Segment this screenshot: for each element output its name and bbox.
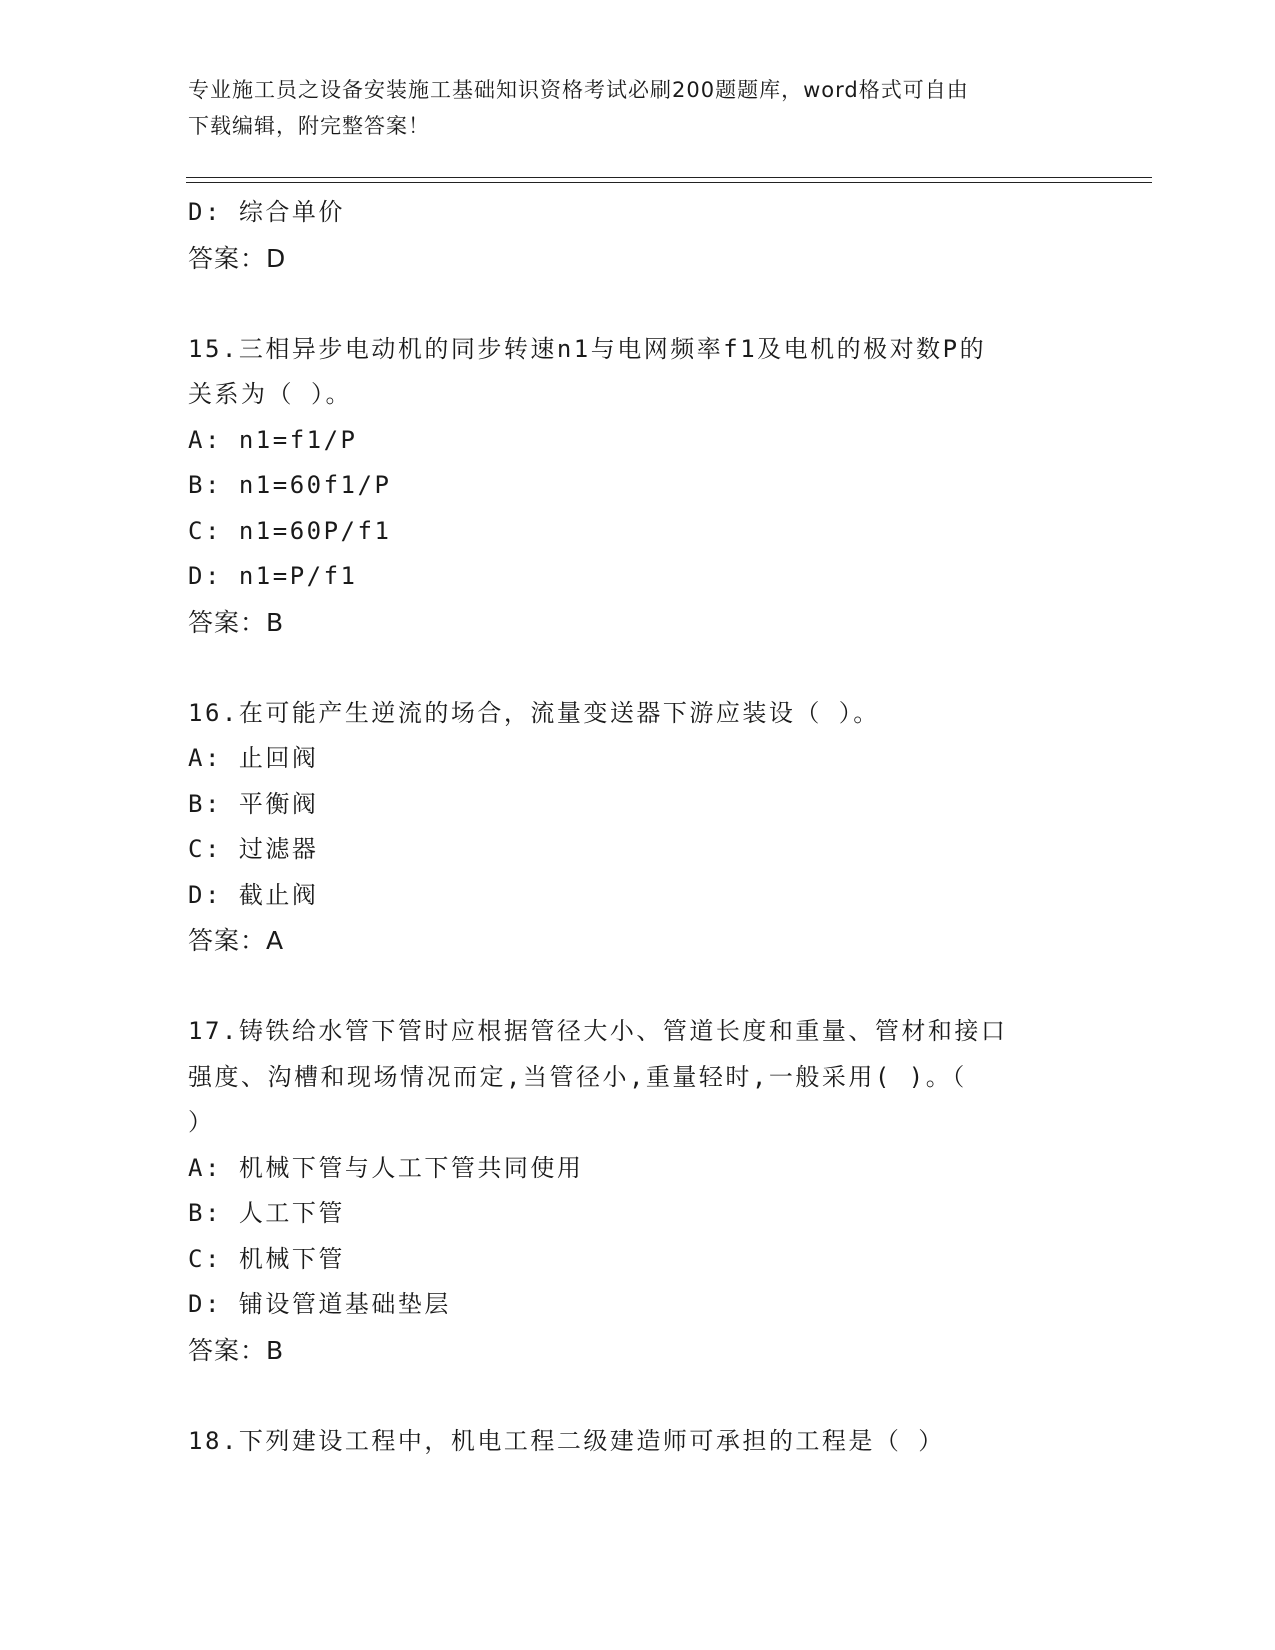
spacer [188, 1373, 1088, 1419]
option-c: C: n1=60P/f1 [188, 516, 392, 545]
option-d: D: 截止阀 [188, 880, 319, 909]
spacer [188, 645, 1088, 691]
option-c: C: 过滤器 [188, 835, 319, 863]
header-title-line-1: 专业施工员之设备安装施工基础知识资格考试必刷200题题库，word格式可自由 [188, 78, 969, 102]
header-divider-top [186, 177, 1152, 178]
question-stem: 强度、沟槽和现场情况而定,当管径小,重量轻时,一般采用( )。（ [188, 1062, 967, 1091]
question-stem: 关系为（ ）。 [188, 380, 352, 408]
option-c: C: 机械下管 [188, 1244, 345, 1273]
header-title-line-2: 下载编辑，附完整答案！ [188, 114, 430, 138]
option-a: A: n1=f1/P [188, 425, 358, 454]
option-b: B: n1=60f1/P [188, 471, 392, 499]
option-d: D: 铺设管道基础垫层 [188, 1290, 451, 1318]
option-a: A: 止回阀 [188, 744, 319, 772]
question-stem: 15.三相异步电动机的同步转速n1与电网频率f1及电机的极对数P的 [188, 334, 987, 363]
question-stem: ） [188, 1108, 215, 1136]
header-divider-bottom [186, 182, 1152, 183]
answer: 答案：B [188, 1335, 285, 1365]
spacer [188, 964, 1088, 1010]
question-stem: 18.下列建设工程中，机电工程二级建造师可承担的工程是（ ） [188, 1426, 945, 1455]
question-16 [188, 691, 1088, 964]
question-18 [188, 1419, 1088, 1465]
answer: 答案：D [188, 243, 287, 273]
option-a: A: 机械下管与人工下管共同使用 [188, 1153, 584, 1182]
option-d: D: 综合单价 [188, 198, 345, 226]
spacer [188, 281, 1088, 327]
question-stem: 17.铸铁给水管下管时应根据管径大小、管道长度和重量、管材和接口 [188, 1017, 1008, 1045]
question-15 [188, 327, 1088, 646]
question-14-tail [188, 190, 1088, 281]
option-b: B: 人工下管 [188, 1199, 345, 1227]
option-d: D: n1=P/f1 [188, 562, 358, 590]
question-17 [188, 1009, 1088, 1373]
document-header [188, 72, 1088, 144]
question-list [188, 190, 1088, 1464]
answer: 答案：B [188, 607, 285, 637]
question-stem: 16.在可能产生逆流的场合，流量变送器下游应装设（ ）。 [188, 698, 880, 727]
answer: 答案：A [188, 926, 285, 955]
option-b: B: 平衡阀 [188, 789, 319, 818]
